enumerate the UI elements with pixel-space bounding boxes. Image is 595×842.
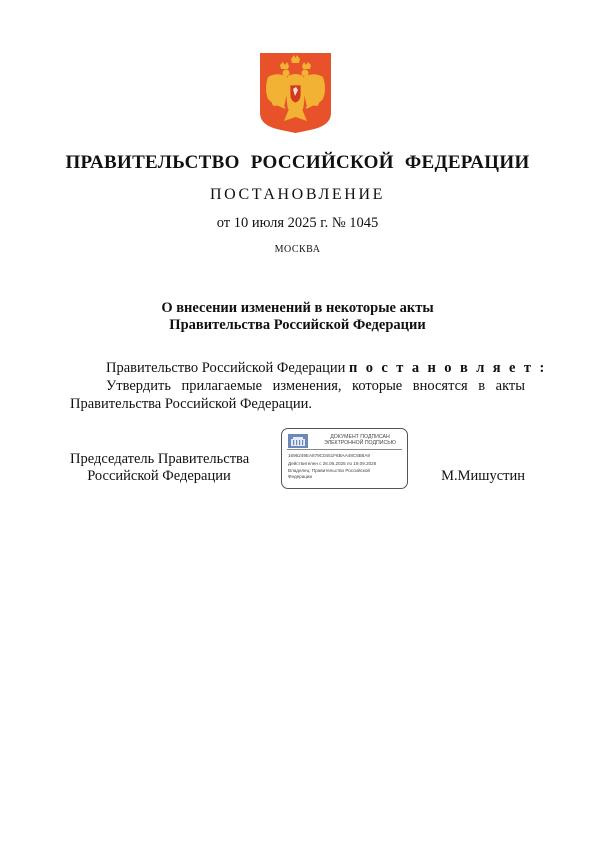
- stamp-validity: Действителен с 26.06.2025 по 19.09.2026: [288, 461, 377, 466]
- resolution-text-line-1: Утвердить прилагаемые изменения, которые вносятся в акты: [106, 378, 525, 394]
- position-line-2: Российской Федерации: [87, 468, 231, 484]
- stamp-title: [316, 434, 404, 446]
- position-line-1: Председатель Правительства: [70, 451, 250, 467]
- signatory-position: [70, 451, 248, 485]
- signatory-name: М.Мишустин: [441, 468, 525, 484]
- document-date-number: от 10 июля 2025 г. № 1045: [216, 215, 379, 231]
- preamble-text: Правительство Российской Федерации: [106, 360, 349, 376]
- subject-line-1: О внесении изменений в некоторые акты: [161, 300, 434, 316]
- stamp-owner-line-2: Федерации: [288, 474, 313, 479]
- stamp-certificate: 1696249EA879C0451F6BAA48C6B8A9: [288, 453, 370, 458]
- subject-line-2: Правительства Российской Федерации: [169, 317, 426, 333]
- stamp-divider: [287, 449, 402, 450]
- stamp-title-line-2: ЭЛЕКТРОННОЙ ПОДПИСЬЮ: [324, 440, 396, 446]
- stamp-title-line-1: ДОКУМЕНТ ПОДПИСАН: [330, 434, 390, 440]
- document-type: ПОСТАНОВЛЕНИЕ: [210, 186, 385, 203]
- government-title: ПРАВИТЕЛЬСТВО РОССИЙСКОЙ ФЕДЕРАЦИИ: [65, 152, 530, 173]
- resolution-preamble: [106, 360, 547, 377]
- stamp-owner-line-1: Владелец: Правительство Российской: [288, 468, 370, 473]
- government-building-icon: [288, 434, 308, 448]
- coat-of-arms-emblem: [258, 51, 333, 134]
- document-subject: [0, 300, 595, 334]
- resolution-text-line-2: Правительства Российской Федерации.: [70, 396, 313, 412]
- resolves-emphasis: п о с т а н о в л я е т :: [348, 360, 547, 376]
- electronic-signature-stamp: [281, 428, 408, 489]
- document-city: МОСКВА: [274, 244, 321, 255]
